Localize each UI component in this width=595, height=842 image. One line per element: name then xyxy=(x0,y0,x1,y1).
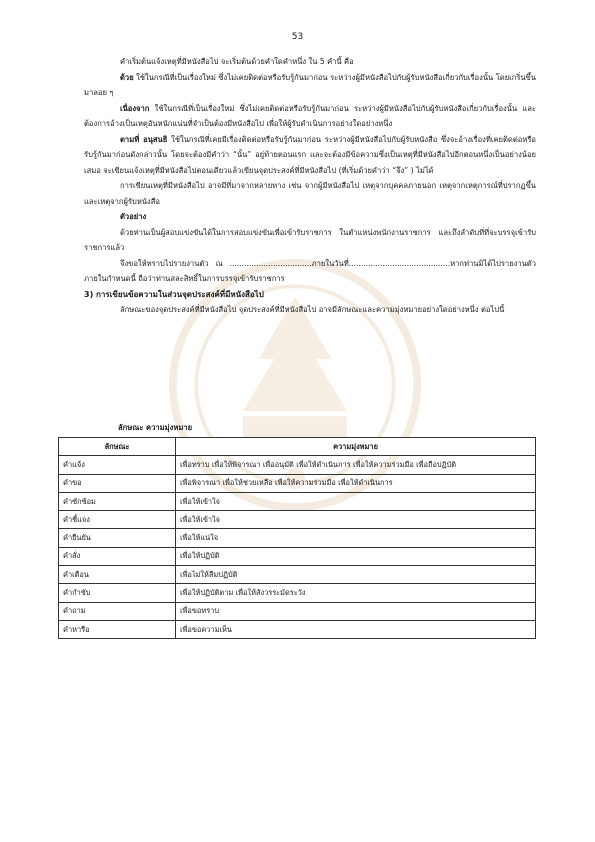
paragraph-duay xyxy=(84,70,536,101)
table-row xyxy=(59,584,536,602)
example-heading: ตัวอย่าง xyxy=(120,212,147,221)
cell-purpose: เพื่อพิจารณา เพื่อให้ช่วยเหลือ เพื่อให้ความร่วมมือ เพื่อให้ดำเนินการ xyxy=(176,474,536,492)
cell-purpose: เพื่อให้เข้าใจ xyxy=(176,511,536,529)
cell-purpose: เพื่อขอทราบ xyxy=(176,602,536,620)
cell-purpose: เพื่อให้ปฏิบัติ xyxy=(176,547,536,565)
cell-type: คำแจ้ง xyxy=(59,456,176,474)
cell-type: คำชี้แจง xyxy=(59,511,176,529)
table-header-row xyxy=(59,438,536,456)
keyword-tamthi: ตามที่ อนุสนธิ xyxy=(120,134,168,144)
cell-type: คำซักซ้อม xyxy=(59,492,176,510)
cell-purpose: เพื่อขอความเห็น xyxy=(176,620,536,638)
purpose-table xyxy=(58,437,536,639)
keyword-nueangjak: เนื่องจาก xyxy=(120,103,150,113)
page-number: 53 xyxy=(291,32,304,42)
cell-type: คำสั่ง xyxy=(59,547,176,565)
table-row xyxy=(59,456,536,474)
text-duay: ใช้ในกรณีที่เป็นเรื่องใหม่ ซึ่งไม่เคยติดต่อหรือรับรู้กันมาก่อน ระหว่างผู้มีหนังสือไปกับผู้รับหนังสือเกี่ยวกับเรื่องนั้น โดยเกริ่นขึ้นมาลอย ๆ xyxy=(84,72,536,97)
table-row xyxy=(59,547,536,565)
document-body xyxy=(84,54,536,318)
cell-purpose: เพื่อไม่ให้ลืมปฏิบัติ xyxy=(176,566,536,584)
header-type: ลักษณะ xyxy=(59,438,176,456)
table-caption: ลักษณะ ความมุ่งหมาย xyxy=(118,423,193,432)
table-row xyxy=(59,492,536,510)
cell-type: คำขอ xyxy=(59,474,176,492)
paragraph-tamthi xyxy=(84,132,536,179)
cell-purpose: เพื่อให้เข้าใจ xyxy=(176,492,536,510)
cell-type: คำเตือน xyxy=(59,566,176,584)
text-tamthi: ใช้ในกรณีที่เคยมีเรื่องติดต่อหรือรับรู้กันมาก่อน ระหว่างผู้มีหนังสือไปกับผู้รับหนังสือ ซึ่งจะอ้างเรื่องที่เคยติดต่อหรือรับรู้กันมาก่อนดังกล่าวนั้น โดยจะต้องมีคำว่า “นั้น” อยู่ท้ายตอนแรก และจะต้องมีข้อความซึ่งเป็นเหตุที่มีหนังสือไปอีกตอนหนึ่งเป็นอย่างน้อยเสมอ จะเขียนแจ้งเหตุที่มีหนังสือไปตอนเดียวแล้วเขียนจุดประสงค์ที่มีหนังสือไป (ที่เริ่มด้วยคำว่า “จึง” ) ไม่ได้ xyxy=(84,134,536,175)
example-line-2: จึงขอให้ทราบไปรายงานตัว ณ ..................................ภายในวันที่..........................................หากท่านมิได้ไปรายงานตัวภายในกำหนดนี้ ถือว่าท่านสละสิทธิ์ในการบรรจุเข้ารับราชการ xyxy=(84,258,536,283)
paragraph-nueangjak xyxy=(84,101,536,132)
cell-type: คำถาม xyxy=(59,602,176,620)
header-purpose: ความมุ่งหมาย xyxy=(176,438,536,456)
table-row xyxy=(59,620,536,638)
table-row xyxy=(59,474,536,492)
paragraph-intro: คำเริ่มต้นแจ้งเหตุที่มีหนังสือไป จะเริ่มต้นด้วยคำใดคำหนึ่ง ใน 5 คำนี้ คือ xyxy=(120,57,354,66)
section-heading-3: 3) การเขียนข้อความในส่วนจุดประสงค์ที่มีหนังสือไป xyxy=(84,289,264,299)
cell-purpose: เพื่อให้แน่ใจ xyxy=(176,529,536,547)
paragraph-purpose: ลักษณะของจุดประสงค์ที่มีหนังสือไป จุดประสงค์ที่มีหนังสือไป อาจมีลักษณะและความมุ่งหมายอย่างใดอย่างหนึ่ง ต่อไปนี้ xyxy=(120,305,505,314)
table-row xyxy=(59,566,536,584)
example-line-1: ด้วยท่านเป็นผู้สอบแข่งขันได้ในการสอบแข่งขันเพื่อเข้ารับราชการ ในตำแหน่งพนักงานราชการ และถึงลำดับที่ที่จะบรรจุเข้ารับราชการแล้ว xyxy=(84,227,536,252)
table-row xyxy=(59,529,536,547)
cell-purpose: เพื่อทราบ เพื่อให้พิจารณา เพื่ออนุมัติ เพื่อให้ดำเนินการ เพื่อให้ความร่วมมือ เพื่อถือปฏิบัติ xyxy=(176,456,536,474)
cell-type: คำยืนยัน xyxy=(59,529,176,547)
cell-type: คำหารือ xyxy=(59,620,176,638)
table-row xyxy=(59,602,536,620)
cell-type: คำกำชับ xyxy=(59,584,176,602)
table-row xyxy=(59,511,536,529)
cell-purpose: เพื่อให้ปฏิบัติตาม เพื่อให้สังวรระมัดระวัง xyxy=(176,584,536,602)
keyword-duay: ด้วย xyxy=(120,72,134,82)
paragraph-sources: การเขียนเหตุที่มีหนังสือไป อาจมีที่มาจากหลายทาง เช่น จากผู้มีหนังสือไป เหตุจากบุคคลภายนอก เหตุจากเหตุการณ์ที่ปรากฏขึ้น และเหตุจากผู้รับหนังสือ xyxy=(84,181,536,206)
text-nueangjak: ใช้ในกรณีที่เป็นเรื่องใหม่ ซึ่งไม่เคยติดต่อหรือรับรู้กันมาก่อน ระหว่างผู้มีหนังสือไปกับผู้รับหนังสือเกี่ยวกับเรื่องนั้น และต้องการอ้างเป็นเหตุอันหนักแน่นที่จำเป็นต้องมีหนังสือไป เพื่อให้ผู้รับดำเนินการอย่างใดอย่างหนึ่ง xyxy=(84,103,536,128)
